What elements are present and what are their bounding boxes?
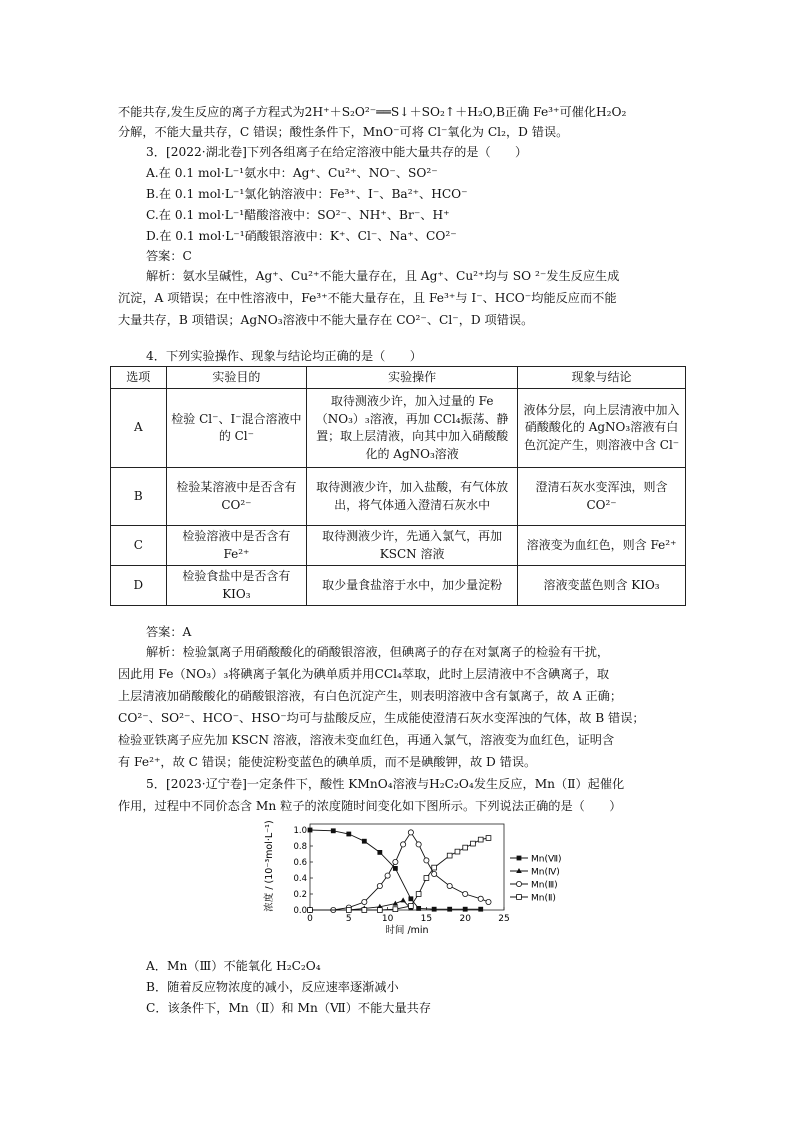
- data-point: [432, 865, 437, 870]
- header-result: 现象与结论: [518, 367, 686, 389]
- q3-option-a: A.在 0.1 mol·L⁻¹氨水中：Ag⁺、Cu²⁺、NO⁻、SO²⁻: [146, 166, 438, 180]
- q4-stem: 4．下列实验操作、现象与结论均正确的是（ ）: [146, 349, 422, 363]
- y-tick-label: 0.2: [293, 890, 307, 900]
- q4-analysis-line: 上层清液加硝酸酸化的硝酸银溶液，有白色沉淀产生，则表明溶液中含有氯离子，故 A 正确；: [118, 689, 623, 703]
- q5-option-c: C．该条件下，Mn（Ⅱ）和 Mn（Ⅶ）不能大量共存: [146, 1001, 432, 1015]
- q4-analysis-line: 解析：检验氯离子用硝酸酸化的硝酸银溶液，但碘离子的存在对氯离子的检验有干扰，: [146, 645, 610, 659]
- data-point: [486, 836, 491, 841]
- data-point: [416, 842, 421, 847]
- x-tick-label: 20: [459, 914, 471, 924]
- purpose-cell: 检验 Cl⁻、I⁻混合溶液中的 Cl⁻: [166, 389, 307, 468]
- q5-option-a: A．Mn（Ⅲ）不能氧化 H₂C₂O₄: [146, 959, 321, 973]
- option-cell: A: [111, 389, 167, 468]
- series-line: [310, 838, 488, 910]
- legend-label: Mn(Ⅲ): [531, 880, 558, 891]
- legend-label: Mn(Ⅳ): [531, 867, 560, 878]
- q4-analysis-line: 有 Fe²⁺，故 C 错误；能使淀粉变蓝色的碘单质，而不是碘酸钾，故 D 错误。: [118, 755, 537, 769]
- table-row: [111, 468, 686, 526]
- x-tick-label: 0: [307, 914, 313, 924]
- data-point: [416, 892, 421, 897]
- x-tick-label: 15: [420, 914, 433, 924]
- q3-stem: 3．[2022·湖北卷]下列各组离子在给定溶液中能大量共存的是（ ）: [146, 145, 528, 159]
- table-row: [111, 389, 686, 468]
- data-point: [362, 899, 367, 904]
- data-point: [463, 907, 468, 912]
- data-point: [486, 899, 491, 904]
- legend-label: Mn(Ⅶ): [531, 854, 562, 865]
- operation-cell: 取待测液少许，加入过量的 Fe（NO₃）₃溶液，再加 CCl₄振荡、静置；取上层清液，向其中加入硝酸酸化的 AgNO₃溶液: [307, 389, 518, 468]
- purpose-cell: 检验溶液中是否含有 Fe²⁺: [166, 526, 307, 566]
- data-point: [455, 849, 460, 854]
- x-tick-label: 25: [498, 914, 510, 924]
- data-point: [393, 859, 398, 864]
- y-tick-label: 1.0: [293, 826, 307, 836]
- q3-analysis-line: 沉淀，A 项错误；在中性溶液中，Fe³⁺不能大量存在，且 Fe³⁺与 I⁻、HCO⁻均能反应而不能: [118, 291, 617, 305]
- data-point: [393, 907, 398, 912]
- header-option: 选项: [111, 367, 167, 389]
- result-cell: 澄清石灰水变浑浊，则含 CO²⁻: [518, 468, 686, 526]
- y-tick-label: 0.0: [293, 906, 307, 916]
- y-tick-label: 0.4: [293, 874, 307, 884]
- result-cell: 溶液变蓝色则含 KIO₃: [518, 566, 686, 606]
- q5-option-b: B．随着反应物浓度的减小，反应速率逐渐减小: [146, 980, 399, 994]
- result-cell: 溶液变为血红色，则含 Fe²⁺: [518, 526, 686, 566]
- q3-option-d: D.在 0.1 mol·L⁻¹硝酸银溶液中：K⁺、Cl⁻、Na⁺、CO²⁻: [146, 229, 457, 243]
- data-point: [346, 908, 351, 913]
- data-point: [377, 908, 382, 913]
- q4-analysis-line: 检验亚铁离子应先加 KSCN 溶液，溶液未变血红色，再通入氯气，溶液变为血红色，证明含: [118, 733, 615, 747]
- legend-label: Mn(Ⅱ): [531, 893, 556, 904]
- data-point: [346, 832, 351, 837]
- data-point: [408, 904, 413, 909]
- purpose-cell: 检验某溶液中是否含有 CO²⁻: [166, 468, 307, 526]
- data-point: [463, 891, 468, 896]
- option-cell: C: [111, 526, 167, 566]
- y-axis-label: 浓度 / (10⁻³mol·L⁻¹): [264, 820, 275, 912]
- legend-marker: [516, 881, 521, 886]
- data-point: [478, 907, 483, 912]
- table-row: [111, 566, 686, 606]
- x-axis-label: 时间 /min: [385, 925, 429, 936]
- data-point: [478, 837, 483, 842]
- data-point: [362, 839, 367, 844]
- x-tick-label: 10: [381, 914, 394, 924]
- series-line: [310, 832, 488, 910]
- legend-marker: [517, 895, 522, 900]
- data-point: [400, 897, 406, 902]
- q4-analysis-line: 因此用 Fe（NO₃）₃将碘离子氧化为碘单质并用CCl₄萃取，此时上层清液中不含碘离子，取: [118, 667, 610, 681]
- operation-cell: 取待测液少许，加入盐酸，有气体放出，将气体通入澄清石灰水中: [307, 468, 518, 526]
- data-point: [424, 876, 429, 881]
- data-point: [408, 896, 413, 901]
- data-point: [385, 873, 390, 878]
- q3-answer: 答案：C: [146, 249, 192, 263]
- legend-marker: [516, 868, 522, 873]
- data-point: [362, 908, 367, 913]
- table-header-row: [111, 367, 686, 389]
- y-tick-label: 0.6: [293, 858, 307, 868]
- data-point: [471, 841, 476, 846]
- q3-analysis-line: 解析：氨水呈碱性，Ag⁺、Cu²⁺不能大量存在，且 Ag⁺、Cu²⁺均与 SO ²⁻发生反应生成: [146, 269, 620, 283]
- data-point: [432, 907, 437, 912]
- operation-cell: 取待测液少许，先通入氯气，再加 KSCN 溶液: [307, 526, 518, 566]
- header-purpose: 实验目的: [166, 367, 307, 389]
- option-cell: D: [111, 566, 167, 606]
- purpose-cell: 检验食盐中是否含有 KIO₃: [166, 566, 307, 606]
- legend-marker: [517, 856, 522, 861]
- q3-option-c: C.在 0.1 mol·L⁻¹醋酸溶液中：SO²⁻、NH⁺、Br⁻、H⁺: [146, 208, 450, 222]
- data-point: [424, 858, 429, 863]
- intro-line: 分解，不能大量共存，C 错误；酸性条件下，MnO⁻可将 Cl⁻氧化为 Cl₂，D 错误。: [118, 125, 569, 139]
- data-point: [308, 828, 313, 833]
- header-operation: 实验操作: [307, 367, 518, 389]
- data-point: [447, 883, 452, 888]
- data-point: [401, 842, 406, 847]
- result-cell: 液体分层，向上层清液中加入硝酸酸化的 AgNO₃溶液有白色沉淀产生，则溶液中含 Cl⁻: [518, 389, 686, 468]
- y-tick-label: 0.8: [293, 842, 307, 852]
- experiment-table: [110, 366, 686, 606]
- data-point: [447, 907, 452, 912]
- data-point: [331, 828, 336, 833]
- data-point: [393, 866, 398, 871]
- intro-line: 不能共存,发生反应的离子方程式为2H⁺＋S₂O²⁻══S↓＋SO₂↑＋H₂O,B正确 Fe³⁺可催化H₂O₂: [118, 105, 627, 119]
- q3-analysis-line: 大量共存，B 项错误；AgNO₃溶液中不能大量存在 CO²⁻、Cl⁻，D 项错误。: [118, 313, 534, 327]
- data-point: [377, 850, 382, 855]
- data-point: [416, 906, 421, 911]
- q4-analysis-line: CO²⁻、SO²⁻、HCO⁻、HSO⁻均可与盐酸反应，生成能使澄清石灰水变浑浊的气体，故 B 错误；: [118, 711, 645, 725]
- data-point: [447, 853, 452, 858]
- option-cell: B: [111, 468, 167, 526]
- data-point: [408, 830, 413, 835]
- data-point: [377, 883, 382, 888]
- q3-option-b: B.在 0.1 mol·L⁻¹氯化钠溶液中：Fe³⁺、I⁻、Ba²⁺、HCO⁻: [146, 187, 468, 201]
- data-point: [463, 845, 468, 850]
- data-point: [432, 871, 437, 876]
- x-tick-label: 5: [345, 914, 352, 924]
- q5-stem: 作用，过程中不同价态含 Mn 粒子的浓度随时间变化如下图所示。下列说法正确的是（ ）: [118, 799, 622, 813]
- data-point: [308, 908, 313, 913]
- q5-stem: 5．[2023·辽宁卷]一定条件下，酸性 KMnO₄溶液与H₂C₂O₄发生反应，Mn（Ⅱ）起催化: [146, 777, 625, 791]
- concentration-time-chart: [258, 812, 562, 948]
- q4-answer: 答案：A: [146, 625, 192, 639]
- operation-cell: 取少量食盐溶于水中，加少量淀粉: [307, 566, 518, 606]
- data-point: [478, 896, 483, 901]
- table-row: [111, 526, 686, 566]
